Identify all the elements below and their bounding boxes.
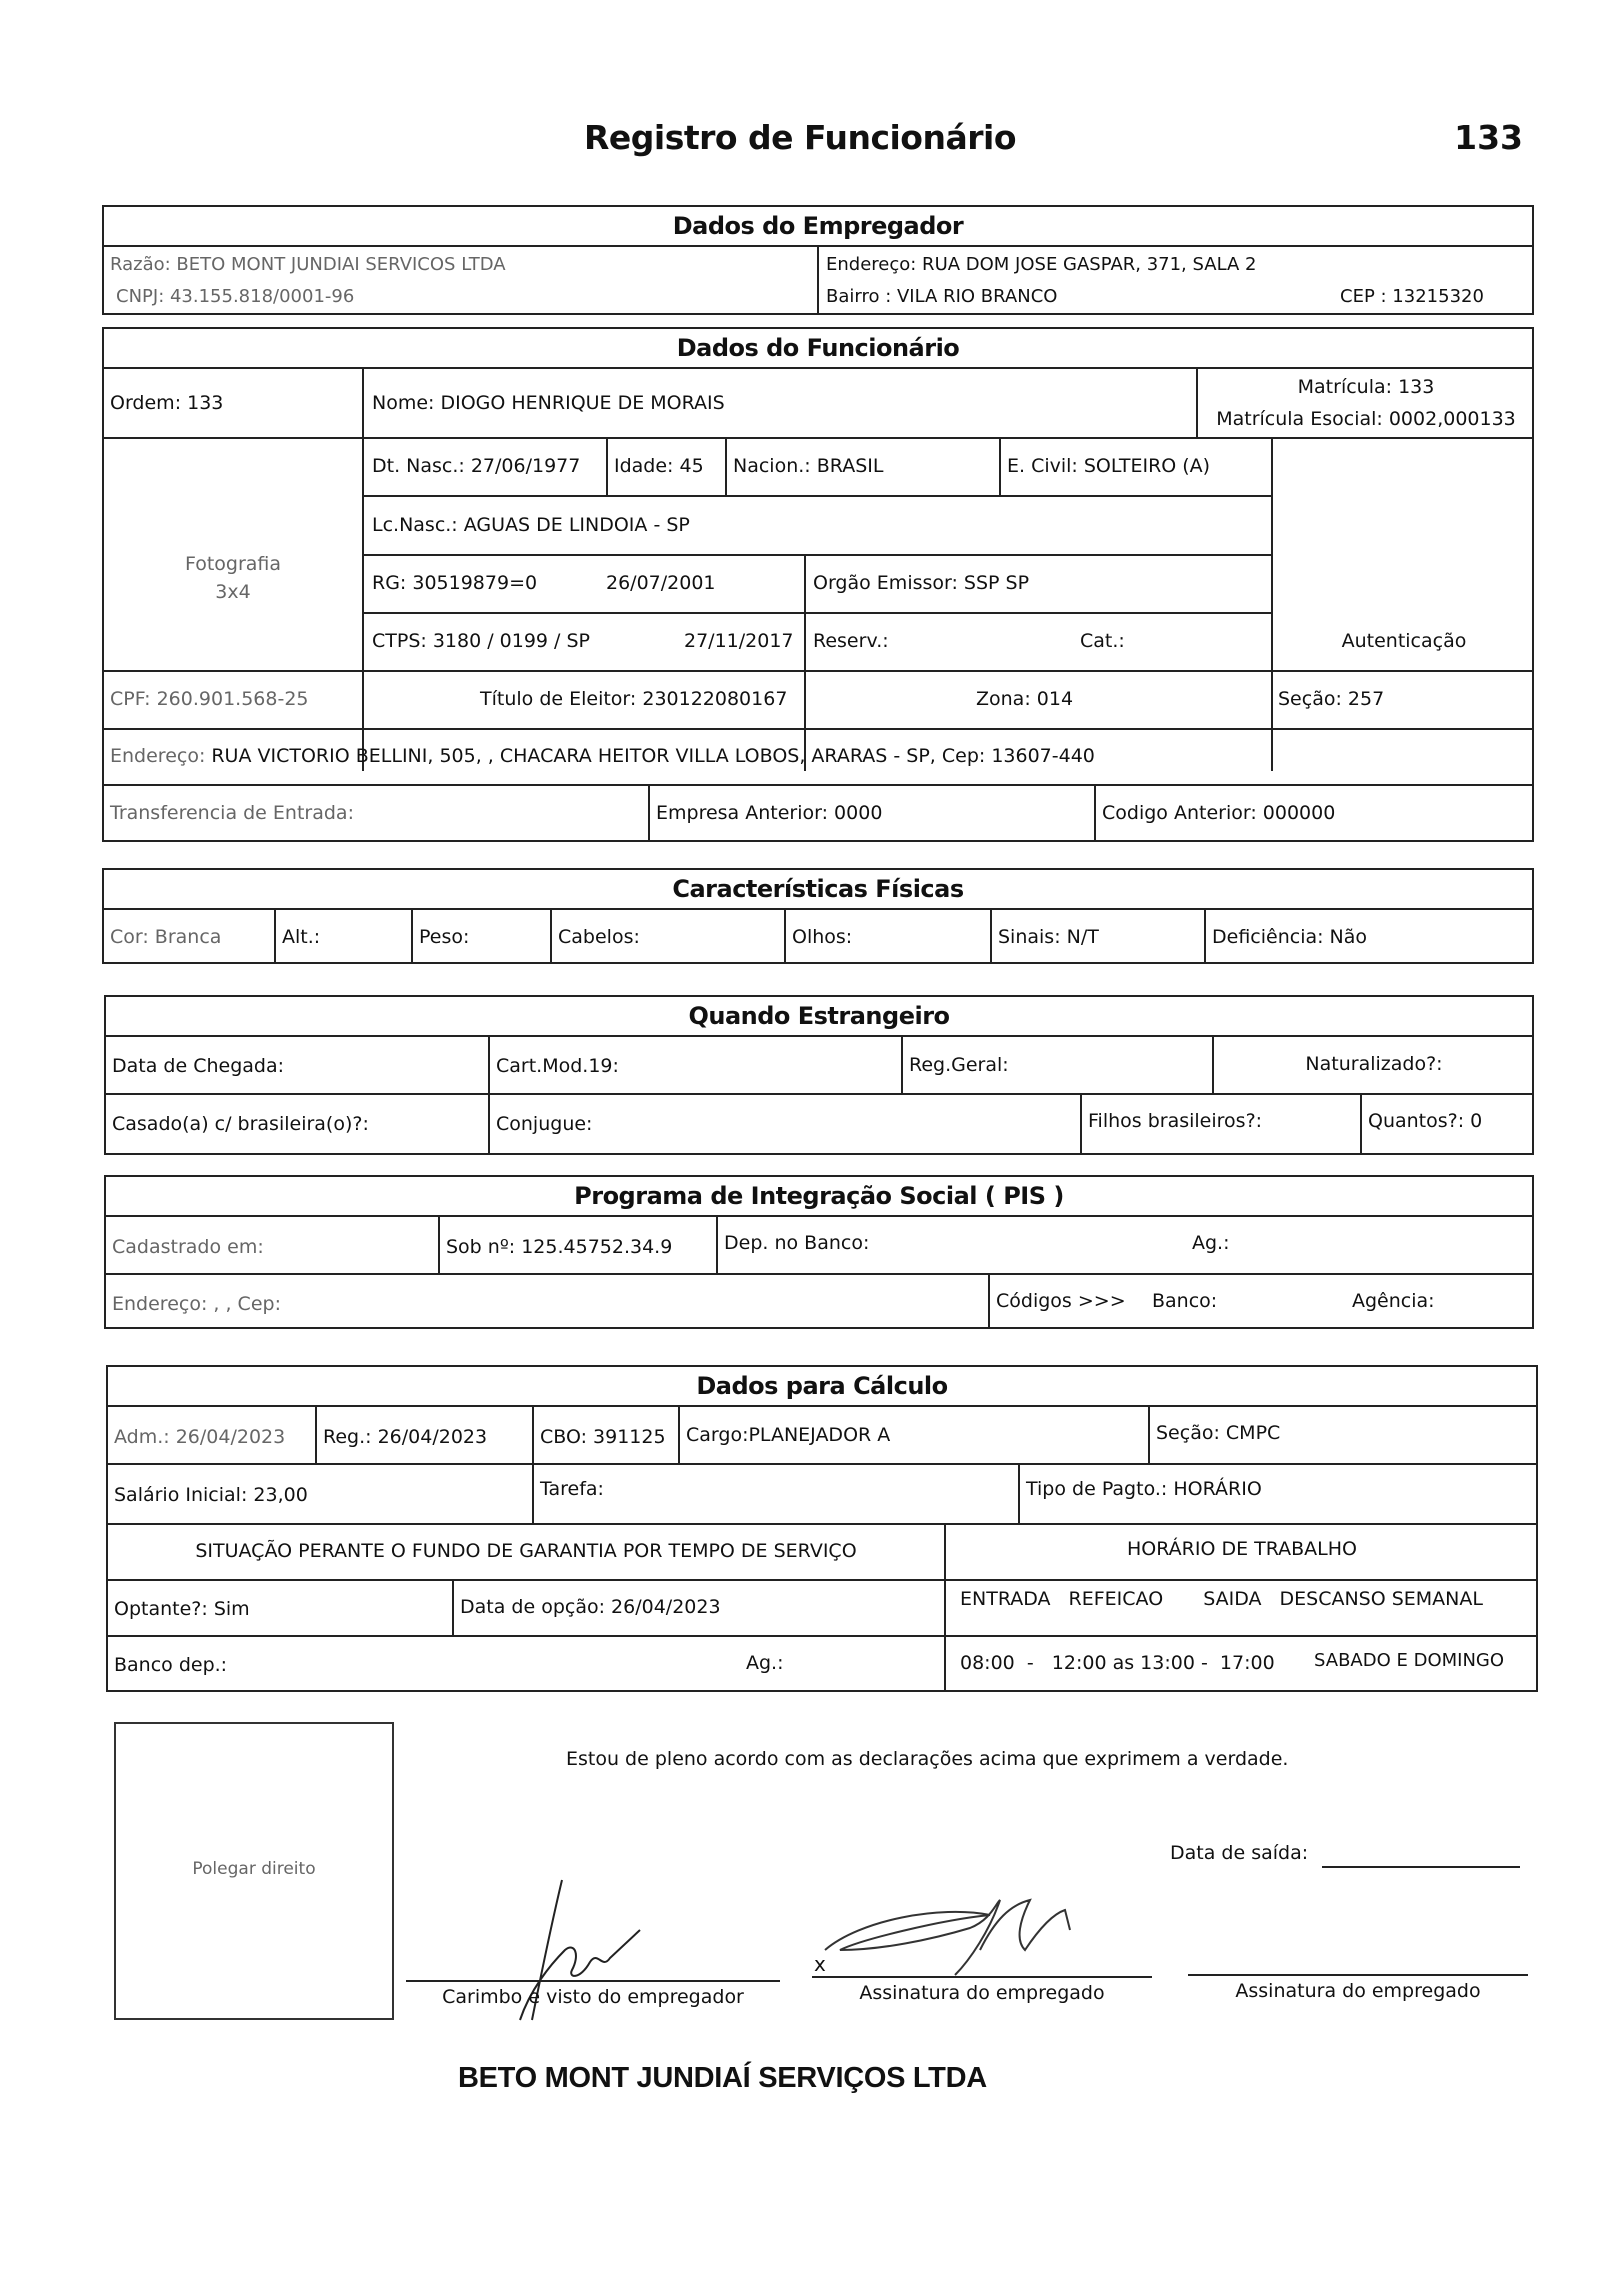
codigos-label: Códigos >>> [996,1290,1126,1312]
col-entrada: ENTRADA [960,1588,1051,1610]
section-title: Dados para Cálculo [108,1367,1536,1407]
employee-address [104,728,1095,784]
col-refeicao: REFEICAO [1068,1588,1164,1610]
pis-agencia: Ag.: [1192,1232,1230,1254]
agencia-code: Agência: [1352,1290,1435,1312]
banco-ag: Ag.: [746,1652,784,1674]
tarefa: Tarefa: [540,1478,604,1500]
banco-deposito: Banco dep.: [114,1654,228,1676]
reg-geral: Reg.Geral: [909,1054,1009,1076]
tipo-pagamento: Tipo de Pagto.: HORÁRIO [1026,1478,1262,1500]
cart-mod-19: Cart.Mod.19: [496,1055,619,1077]
assinatura-empregado-1: Assinatura do empregado [859,1982,1105,2004]
pis-address: Endereço: , , Cep: [112,1293,281,1315]
banco-code: Banco: [1152,1290,1218,1312]
cnpj: CNPJ: 43.155.818/0001-96 [116,285,355,307]
cbo: CBO: 391125 [540,1426,666,1448]
section-title: Características Físicas [104,870,1532,910]
section-title: Dados do Empregador [104,207,1532,247]
filhos-brasileiros: Filhos brasileiros?: [1088,1110,1263,1132]
section-calculo [106,1365,1538,1692]
deficiencia: Deficiência: Não [1212,926,1368,948]
zona: Zona: 014 [976,688,1074,710]
secao: Seção: 257 [1278,688,1385,710]
conjugue: Conjugue: [496,1113,593,1135]
x-mark: x [814,1952,826,1976]
data-saida-line [1322,1866,1520,1868]
descanso-semanal: SABADO E DOMINGO [1314,1649,1505,1671]
salario-inicial: Salário Inicial: 23,00 [114,1484,308,1506]
orgao-emissor: Orgão Emissor: SSP SP [813,572,1030,594]
section-title: Dados do Funcionário [104,329,1532,369]
data-chegada: Data de Chegada: [112,1055,285,1077]
cabelos: Cabelos: [558,926,640,948]
declaration: Estou de pleno acordo com as declarações acima que exprimem a verdade. [566,1748,1289,1770]
age: Idade: 45 [614,455,704,477]
cargo: Cargo:PLANEJADOR A [686,1424,891,1446]
employer-cep: CEP : 13215320 [1340,285,1484,307]
razao-social: Razão: BETO MONT JUNDIAI SERVICOS LTDA [110,253,506,275]
section-fisicas [102,868,1534,964]
horario-columns [954,1579,1483,1619]
data-admissao: Adm.: 26/04/2023 [114,1426,286,1448]
naturalizado: Naturalizado?: [1305,1053,1443,1075]
matricula: Matrícula: 133 [1297,376,1435,398]
empresa-anterior: Empresa Anterior: 0000 [656,802,883,824]
page-title: Registro de Funcionário [583,118,1017,157]
nationality: Nacion.: BRASIL [733,455,884,477]
photo-placeholder-label: Fotografia [184,553,282,575]
employee-signature-line-2 [1188,1974,1528,1976]
thumbprint-box [114,1722,394,2020]
registro-number: 133 [1454,118,1523,157]
carimbo-label: Carimbo e visto do empregador [442,1986,744,2008]
employee-signature [820,1880,1150,1990]
cor: Cor: Branca [110,926,222,948]
dep-banco: Dep. no Banco: [724,1232,870,1254]
col-descanso: DESCANSO SEMANAL [1279,1588,1483,1610]
titulo-eleitor: Título de Eleitor: 230122080167 [480,688,788,710]
casado-com-brasileiro: Casado(a) c/ brasileira(o)?: [112,1113,369,1135]
address-value: RUA VICTORIO BELLINI, 505, , CHACARA HEITOR VILLA LOBOS, ARARAS - SP, Cep: 13607-440 [211,745,1095,767]
polegar-label: Polegar direito [192,1859,316,1879]
employer-signature-line [406,1980,780,1982]
codigo-anterior: Codigo Anterior: 000000 [1102,802,1336,824]
assinatura-empregado-2: Assinatura do empregado [1235,1980,1481,2002]
employee-signature-line-1 [812,1976,1152,1978]
section-empregador [102,205,1534,315]
transferencia-entrada: Transferencia de Entrada: [110,802,354,824]
matricula-esocial: Matrícula Esocial: 0002,000133 [1216,408,1516,430]
cpf [104,670,309,728]
employer-bairro: Bairro : VILA RIO BRANCO [826,285,1058,307]
civil-status: E. Civil: SOLTEIRO (A) [1007,455,1211,477]
birth-date: Dt. Nasc.: 27/06/1977 [372,455,581,477]
section-title: Quando Estrangeiro [106,997,1532,1037]
reservista: Reserv.: [813,630,889,652]
data-registro: Reg.: 26/04/2023 [323,1426,488,1448]
footer-company: BETO MONT JUNDIAÍ SERVIÇOS LTDA [458,2062,987,2094]
address-label: Endereço: [110,745,206,767]
data-saida-label: Data de saída: [1170,1842,1309,1864]
altura: Alt.: [282,926,321,948]
data-opcao: Data de opção: 26/04/2023 [460,1596,721,1618]
rg: RG: 30519879=0 [372,572,538,594]
employee-name: Nome: DIOGO HENRIQUE DE MORAIS [372,392,725,414]
section-pis [104,1175,1534,1329]
horario-title: HORÁRIO DE TRABALHO [1126,1538,1358,1560]
olhos: Olhos: [792,926,853,948]
ctps-date: 27/11/2017 [684,630,794,652]
pis-number: Sob nº: 125.45752.34.9 [446,1236,673,1258]
section-estrangeiro [104,995,1534,1155]
cadastrado-em: Cadastrado em: [112,1236,264,1258]
section-title: Programa de Integração Social ( PIS ) [106,1177,1532,1217]
categoria: Cat.: [1080,630,1125,652]
quantos-filhos: Quantos?: 0 [1368,1110,1483,1132]
section-funcionario [102,327,1534,842]
rg-date: 26/07/2001 [606,572,716,594]
peso: Peso: [419,926,470,948]
autenticacao-label: Autenticação [1341,630,1467,652]
employer-address: Endereço: RUA DOM JOSE GASPAR, 371, SALA 2 [826,253,1257,275]
fgts-optante: Optante?: Sim [114,1598,250,1620]
sinais: Sinais: N/T [998,926,1099,948]
calc-secao: Seção: CMPC [1156,1422,1281,1444]
birth-place: Lc.Nasc.: AGUAS DE LINDOIA - SP [372,513,690,536]
ctps: CTPS: 3180 / 0199 / SP [372,630,591,652]
cpf-value: 260.901.568-25 [156,688,309,710]
fgts-title: SITUAÇÃO PERANTE O FUNDO DE GARANTIA POR TEMPO DE SERVIÇO [195,1540,857,1562]
photo-size-label: 3x4 [215,581,251,603]
ordem: Ordem: 133 [110,392,224,414]
horario-valores: 08:00 - 12:00 as 13:00 - 17:00 [960,1652,1275,1674]
col-saida: SAIDA [1203,1588,1262,1610]
cpf-label: CPF: [110,688,151,710]
